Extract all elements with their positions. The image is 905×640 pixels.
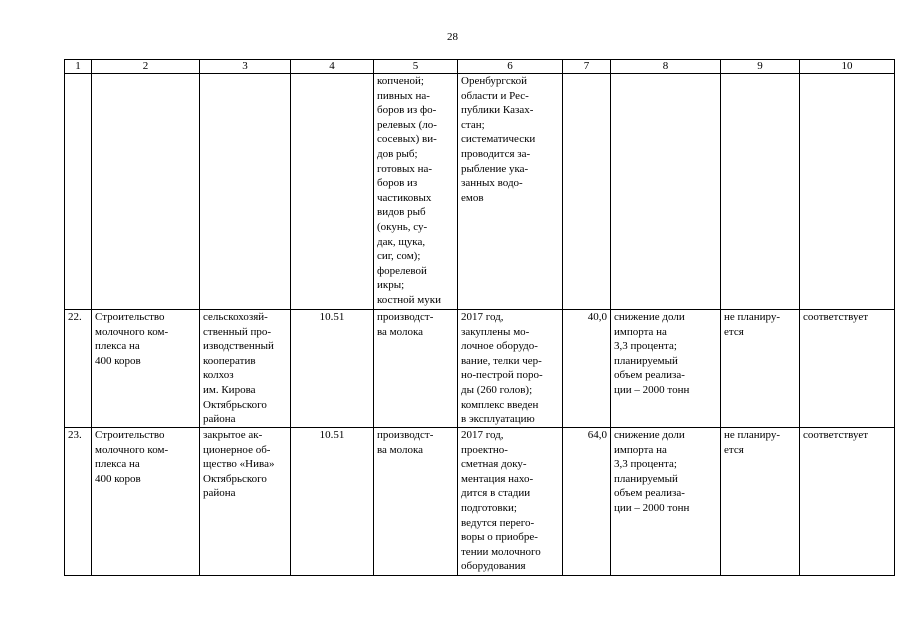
cell-text-line: Октябрьского [203,472,267,485]
cell-text-line: боров из [377,177,418,190]
cell-text-line: но-пестрой поро- [461,369,543,382]
cell-text-line: оборудования [461,560,526,573]
cell-text-line: импорта на [614,443,667,456]
cell-text-line: частиковых [377,191,432,204]
cell-text-line: комплекс введен [461,398,539,411]
cell-text-line: тении молочного [461,545,541,558]
investment-value: 40,0 [563,310,611,428]
import-effect [611,310,721,428]
cell-text-line: 3,3 процента; [614,458,677,471]
header-col-2: 2 [92,60,200,74]
cell-text-line: рыбление ука- [461,162,529,175]
cell-text-line: дак, щука, [377,235,426,248]
cell-text-line: 3,3 процента; [614,340,677,353]
cell-text-line: Строительство [95,429,165,441]
cell-text-line: копченой; [377,75,424,87]
cell-text-line: 400 коров [95,472,141,485]
cell-text-line: ется [724,443,744,456]
continuation-product-cell [374,74,458,310]
cell-text-line: кооператив [203,354,256,367]
cell-text-line: готовых на- [377,162,433,175]
cell-text-line: колхоз [203,369,234,382]
cell-text-line: сиг, сом); [377,250,421,263]
cell-text-line: ционерное об- [203,443,271,456]
cell-text-line: области и Рес- [461,89,529,102]
compliance: соответствует [800,310,895,428]
page-number: 28 [447,31,458,43]
header-col-5: 5 [374,60,458,74]
cell-text-line: публики Казах- [461,104,534,117]
import-effect [611,428,721,576]
cell-text-line: планируемый [614,354,678,367]
cell-text-line: района [203,413,236,426]
cell-empty [200,74,291,310]
cell-text-line: планируемый [614,472,678,485]
cell-text-line: пивных на- [377,89,430,102]
cell-text-line: им. Кирова [203,383,256,396]
product [374,428,458,576]
cell-text-line: ва молока [377,443,424,456]
header-col-7: 7 [563,60,611,74]
cell-text-line: 400 коров [95,354,141,367]
cell-text-line: Строительство [95,311,165,323]
cell-text-line: снижение доли [614,311,685,323]
cell-text-line: в эксплуатацию [461,413,535,426]
row-number: 22. [65,310,92,428]
cell-text-line: (окунь, су- [377,220,428,233]
cell-text-line: ции – 2000 тонн [614,383,690,396]
header-col-1: 1 [65,60,92,74]
organization [200,428,291,576]
cell-text-line: плекса на [95,340,140,353]
project-status [458,428,563,576]
cell-text-line: ва молока [377,325,424,338]
organization [200,310,291,428]
cell-text-line: ции – 2000 тонн [614,501,690,514]
plan-note [721,428,800,576]
cell-empty [65,74,92,310]
cell-text-line: не планиру- [724,429,781,441]
cell-text-line: подготовки; [461,501,517,514]
cell-text-line: проектно- [461,443,508,456]
cell-text-line: района [203,487,236,500]
header-row [65,60,895,74]
cell-text-line: икры; [377,279,405,292]
project-name [92,428,200,576]
cell-text-line: Оренбургской [461,75,527,87]
cell-text-line: сельскохозяй- [203,311,268,323]
table-row [65,310,895,428]
cell-text-line: сосевых) ви- [377,133,437,146]
cell-text-line: ведутся перего- [461,516,535,529]
cell-text-line: форелевой [377,264,427,277]
cell-text-line: не планиру- [724,311,781,323]
cell-text-line: щество «Нива» [203,458,275,471]
table-row [65,428,895,576]
cell-text-line: дов рыб; [377,147,418,160]
cell-empty [721,74,800,310]
header-col-10: 10 [800,60,895,74]
header-col-6: 6 [458,60,563,74]
header-col-3: 3 [200,60,291,74]
row-number: 23. [65,428,92,576]
cell-text-line: дится в стадии [461,487,531,500]
cell-empty [92,74,200,310]
cell-text-line: производст- [377,429,434,441]
header-col-4: 4 [291,60,374,74]
header-col-8: 8 [611,60,721,74]
project-name [92,310,200,428]
continuation-row [65,74,895,310]
cell-text-line: 2017 год, [461,311,504,323]
cell-text-line: лочное оборудо- [461,340,538,353]
cell-text-line: проводится за- [461,147,531,160]
cell-empty [611,74,721,310]
cell-text-line: вание, телки чер- [461,354,542,367]
investment-value: 64,0 [563,428,611,576]
okved-code: 10.51 [291,310,374,428]
okved-code: 10.51 [291,428,374,576]
cell-text-line: сметная доку- [461,458,527,471]
cell-text-line: емов [461,191,484,204]
cell-text-line: объем реализа- [614,487,685,500]
cell-text-line: импорта на [614,325,667,338]
cell-text-line: 2017 год, [461,429,504,441]
cell-text-line: объем реализа- [614,369,685,382]
cell-text-line: ственный про- [203,325,272,338]
cell-text-line: молочного ком- [95,325,169,338]
cell-text-line: плекса на [95,458,140,471]
cell-text-line: молочного ком- [95,443,169,456]
cell-empty [291,74,374,310]
cell-text-line: закрытое ак- [203,429,263,441]
cell-text-line: костной муки [377,293,441,306]
product [374,310,458,428]
project-status [458,310,563,428]
cell-text-line: релевых (ло- [377,118,437,131]
cell-text-line: воры о приобре- [461,531,538,544]
cell-text-line: занных водо- [461,177,523,190]
cell-empty [800,74,895,310]
compliance: соответствует [800,428,895,576]
cell-text-line: ется [724,325,744,338]
cell-empty [563,74,611,310]
cell-text-line: закуплены мо- [461,325,530,338]
cell-text-line: изводственный [203,340,274,353]
cell-text-line: стан; [461,118,485,131]
cell-text-line: производст- [377,311,434,323]
projects-table [64,59,895,576]
cell-text-line: снижение доли [614,429,685,441]
header-col-9: 9 [721,60,800,74]
cell-text-line: ды (260 голов); [461,383,533,396]
cell-text-line: Октябрьского [203,398,267,411]
cell-text-line: боров из фо- [377,104,437,117]
continuation-status-cell [458,74,563,310]
cell-text-line: ментация нахо- [461,472,534,485]
cell-text-line: систематически [461,133,536,146]
plan-note [721,310,800,428]
cell-text-line: видов рыб [377,206,426,219]
